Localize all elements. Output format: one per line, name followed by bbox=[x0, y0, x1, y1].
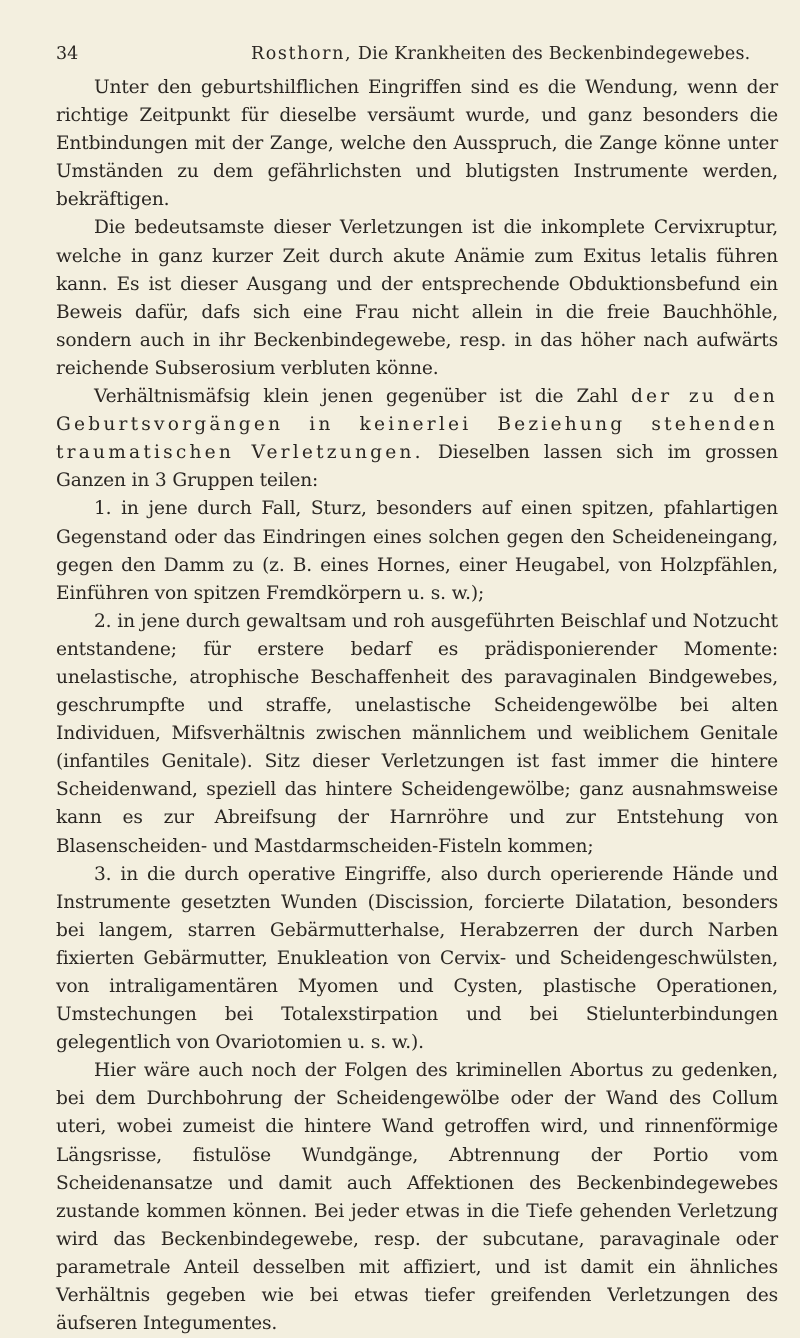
body-text bbox=[56, 74, 778, 1338]
book-page bbox=[56, 44, 778, 1338]
paragraph: Hier wäre auch noch der Folgen des kriminellen Abortus zu gedenken, bei dem Durchbohrung der Scheidengewölbe oder der Wand des Collum uteri, wobei zumeist die hintere Wand getroffen wird, und rinnenförmige Längsrisse, fistulöse Wundgänge, Abtrennung der Portio vom Scheidenansatze und damit auch Affektionen des Beckenbindegewebes zustande kommen können. Bei jeder etwas in die Tiefe gehenden Verletzung wird das Beckenbindegewebe, resp. der subcutane, paravaginale oder parametrale Anteil desselben mit affiziert, und ist damit ein ähnliches Verhältnis gegeben wie bei etwas tiefer greifenden Verletzungen des äufseren Integumentes. bbox=[56, 1060, 778, 1335]
page-number: 34 bbox=[56, 44, 79, 64]
running-title bbox=[251, 44, 750, 64]
list-item: 3. in die durch operative Eingriffe, also durch operierende Hände und Instrumente gesetzten Wunden (Discission, forcierte Dilatation, besonders bei langem, starren Gebärmutterhalse, Herabzerren der durch Narben fixierten Gebärmutter, Enukleation von Cervix- und Scheidengeschwülsten, von intraligamentären Myomen und Cysten, plastische Operationen, Umstechungen bei Totalexstirpation und bei Stielunterbindungen gelegentlich von Ovariotomien u. s. w.). bbox=[56, 863, 778, 1054]
paragraph: Unter den geburtshilflichen Eingriffen sind es die Wendung, wenn der richtige Zeitpunkt für dieselbe versäumt wurde, und ganz besonders die Entbindungen mit der Zange, welche den Ausspruch, die Zange könne unter Umständen zu dem gefährlichsten und blutigsten Instrumente werden, bekräftigen. bbox=[56, 77, 778, 211]
author-name: Rosthorn, bbox=[251, 44, 353, 64]
paragraph bbox=[56, 383, 778, 495]
running-header bbox=[56, 44, 778, 74]
paragraph-lead: Verhältnismäfsig klein jenen gegenüber ist die Zahl bbox=[94, 386, 618, 408]
list-item: 2. in jene durch gewaltsam und roh ausgeführten Beischlaf und Notzucht entstandene; für erstere bedarf es prädisponierender Momente: unelastische, atrophische Beschaffenheit des paravaginalen Bindgewebes, geschrumpfte und straffe, unelastische Scheidengewölbe bei alten Individuen, Mifsverhältnis zwischen männlichem und weiblichem Genitale (infantiles Genitale). Sitz dieser Verletzungen ist fast immer die hintere Scheidenwand, speziell das hintere Scheidengewölbe; ganz ausnahmsweise kann es zur Abreifsung der Harnröhre und zur Entstehung von Blasenscheiden- und Mastdarmscheiden-Fisteln kommen; bbox=[56, 610, 778, 857]
book-title: Die Krankheiten des Beckenbindegewebes. bbox=[357, 44, 751, 64]
paragraph-tail: Dieselben lassen sich im grossen Ganzen in 3 Gruppen teilen: bbox=[56, 442, 778, 492]
list-item: 1. in jene durch Fall, Sturz, besonders auf einen spitzen, pfahlartigen Gegenstand oder das Eindringen eines solchen gegen den Scheideneingang, gegen den Damm zu (z. B. eines Hornes, einer Heugabel, von Holzpfählen, Einführen von spitzen Fremdkörpern u. s. w.); bbox=[56, 498, 778, 604]
emphasized-text: der zu den Geburtsvorgängen in keinerlei Beziehung stehenden traumatischen Verletzungen. bbox=[56, 386, 778, 464]
paragraph: Die bedeutsamste dieser Verletzungen ist die inkomplete Cervixruptur, welche in ganz kurzer Zeit durch akute Anämie zum Exitus letalis führen kann. Es ist dieser Ausgang und der entsprechende Obduktionsbefund ein Beweis dafür, dafs sich eine Frau nicht allein in die freie Bauchhöhle, sondern auch in ihr Beckenbindegewebe, resp. in das höher nach aufwärts reichende Subserosium verbluten könne. bbox=[56, 217, 778, 379]
